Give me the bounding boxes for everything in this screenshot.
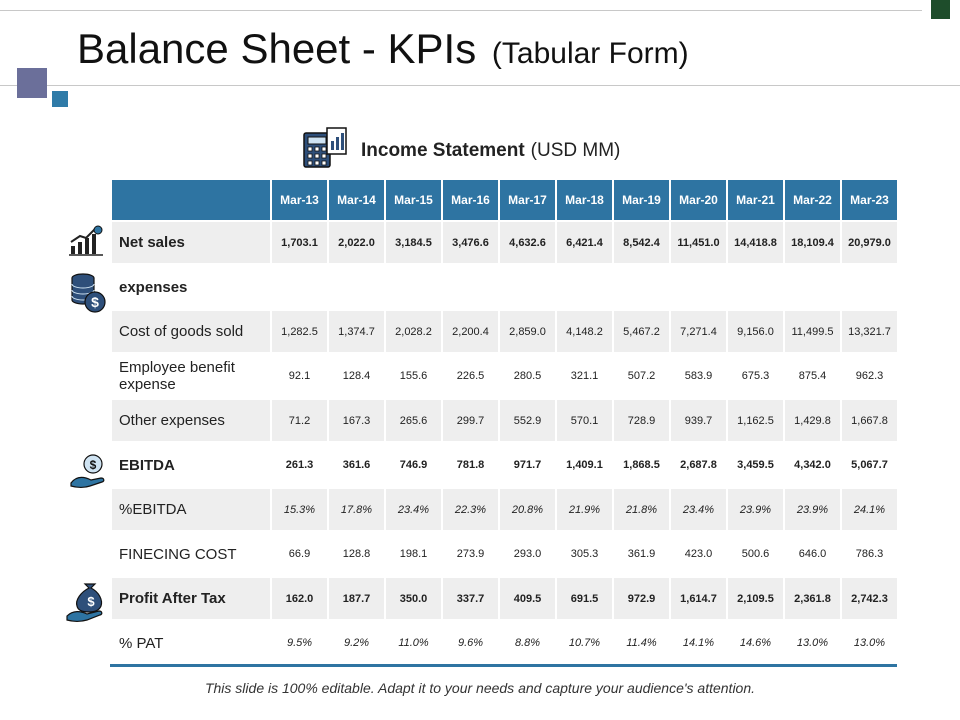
- cell-value: 875.4: [798, 370, 827, 382]
- cell-value: 293.0: [513, 548, 542, 560]
- row-pat-pct: [112, 621, 897, 665]
- hand-dollar-icon: [69, 453, 109, 491]
- row-profit-after-tax: [112, 578, 897, 619]
- cell-value: 2,361.8: [785, 578, 840, 619]
- cell-value: 361.6: [342, 459, 371, 471]
- cell-value: 2,200.4: [443, 311, 498, 352]
- cell-value: 2,687.8: [680, 459, 717, 471]
- row-label: % PAT: [119, 634, 164, 652]
- col-header: Mar-13: [272, 180, 327, 220]
- cell-value: 6,421.4: [557, 222, 612, 263]
- cell-value: 10.7%: [568, 637, 601, 649]
- cell-value: 3,184.5: [386, 222, 441, 263]
- row-label: EBITDA: [119, 456, 175, 474]
- cell-value: 92.1: [288, 370, 311, 382]
- cell-value: 1,614.7: [671, 578, 726, 619]
- cell-value: 3,459.5: [737, 459, 774, 471]
- subheading-unit: (USD MM): [530, 140, 621, 161]
- cell-value: 675.3: [741, 370, 770, 382]
- calculator-icon: [303, 127, 347, 169]
- cell-value: 691.5: [557, 578, 612, 619]
- cell-value: 1,703.1: [272, 222, 327, 263]
- cell-value: 962.3: [855, 370, 884, 382]
- table-subheading: [361, 139, 620, 163]
- title-suffix: (Tabular Form): [491, 37, 689, 70]
- cell-value: 2,109.5: [728, 578, 783, 619]
- cell-value: 409.5: [500, 578, 555, 619]
- cell-value: 22.3%: [443, 489, 498, 530]
- cell-value: 14.6%: [739, 637, 772, 649]
- empty-cells: [272, 265, 897, 309]
- footer-note: This slide is 100% editable. Adapt it to your needs and capture your audience's attention.: [204, 680, 756, 696]
- cell-value: 23.4%: [671, 489, 726, 530]
- row-employee-benefit: [112, 354, 897, 398]
- cell-value: 4,148.2: [557, 311, 612, 352]
- cell-value: 265.6: [386, 400, 441, 441]
- cell-value: 128.8: [342, 548, 371, 560]
- col-header: Mar-21: [728, 180, 783, 220]
- cell-value: 226.5: [456, 370, 485, 382]
- cell-value: 13,321.7: [842, 311, 897, 352]
- cell-value: 423.0: [684, 548, 713, 560]
- cell-value: 13.0%: [796, 637, 829, 649]
- cell-value: 280.5: [513, 370, 542, 382]
- cell-value: 187.7: [329, 578, 384, 619]
- header-corner: [112, 180, 270, 220]
- cell-value: 1,409.1: [566, 459, 603, 471]
- cell-value: 23.9%: [785, 489, 840, 530]
- cell-value: 5,067.7: [851, 459, 888, 471]
- cell-value: 23.4%: [386, 489, 441, 530]
- cell-value: 552.9: [500, 400, 555, 441]
- col-header: Mar-23: [842, 180, 897, 220]
- cell-value: 8.8%: [514, 637, 541, 649]
- cell-value: 337.7: [443, 578, 498, 619]
- row-label: Profit After Tax: [112, 578, 270, 619]
- cell-value: 23.9%: [728, 489, 783, 530]
- cell-value: 17.8%: [329, 489, 384, 530]
- row-label: Other expenses: [112, 400, 270, 441]
- cell-value: 24.1%: [842, 489, 897, 530]
- cell-value: 939.7: [671, 400, 726, 441]
- row-financing-cost: [112, 532, 897, 576]
- cell-value: 128.4: [342, 370, 371, 382]
- top-divider: [0, 10, 922, 11]
- title-main: Balance Sheet - KPIs: [77, 25, 477, 72]
- cell-value: 2,742.3: [842, 578, 897, 619]
- row-label: expenses: [119, 278, 188, 296]
- cell-value: 8,542.4: [614, 222, 669, 263]
- cell-value: 350.0: [386, 578, 441, 619]
- cell-value: 1,282.5: [272, 311, 327, 352]
- cell-value: 20,979.0: [842, 222, 897, 263]
- cell-value: 507.2: [627, 370, 656, 382]
- cell-value: 4,632.6: [500, 222, 555, 263]
- col-header: Mar-14: [329, 180, 384, 220]
- cell-value: 162.0: [272, 578, 327, 619]
- cell-value: 21.9%: [557, 489, 612, 530]
- money-bag-hand-icon: [65, 582, 109, 624]
- cell-value: 2,022.0: [329, 222, 384, 263]
- income-statement-table: [110, 178, 899, 667]
- cell-value: 786.3: [855, 548, 884, 560]
- row-label: Cost of goods sold: [112, 311, 270, 352]
- cell-value: 728.9: [614, 400, 669, 441]
- table-header-row: [112, 180, 897, 220]
- cell-value: 9.5%: [286, 637, 313, 649]
- col-header: Mar-20: [671, 180, 726, 220]
- cell-value: 11.0%: [398, 637, 429, 649]
- cell-value: 273.9: [456, 548, 485, 560]
- cell-value: 4,342.0: [794, 459, 831, 471]
- cell-value: 972.9: [614, 578, 669, 619]
- cell-value: 570.1: [557, 400, 612, 441]
- cell-value: 11,499.5: [785, 311, 840, 352]
- cell-value: 66.9: [288, 548, 311, 560]
- cell-value: 9,156.0: [728, 311, 783, 352]
- cell-value: 9.6%: [457, 637, 484, 649]
- cell-value: 71.2: [272, 400, 327, 441]
- cell-value: 646.0: [798, 548, 827, 560]
- col-header: Mar-16: [443, 180, 498, 220]
- table-bottom-rule: [110, 664, 897, 667]
- subheading-title: Income Statement: [361, 140, 525, 161]
- cell-value: 971.7: [513, 459, 542, 471]
- cell-value: 1,667.8: [842, 400, 897, 441]
- cell-value: 1,429.8: [785, 400, 840, 441]
- col-header: Mar-15: [386, 180, 441, 220]
- cell-value: 2,859.0: [500, 311, 555, 352]
- cell-value: 361.9: [627, 548, 656, 560]
- coin-stack-dollar-icon: [69, 272, 107, 314]
- col-header: Mar-19: [614, 180, 669, 220]
- svg-text:$: $: [89, 458, 97, 472]
- title-divider: [0, 85, 960, 86]
- cell-value: 5,467.2: [614, 311, 669, 352]
- row-ebitda: [112, 443, 897, 487]
- col-header: Mar-17: [500, 180, 555, 220]
- cell-value: 299.7: [443, 400, 498, 441]
- corner-accent: [931, 0, 950, 19]
- deco-square-small: [52, 91, 68, 107]
- cell-value: 18,109.4: [785, 222, 840, 263]
- col-header: Mar-18: [557, 180, 612, 220]
- cell-value: 167.3: [329, 400, 384, 441]
- col-header: Mar-22: [785, 180, 840, 220]
- row-label: FINECING COST: [119, 545, 237, 563]
- cell-value: 11,451.0: [671, 222, 726, 263]
- growth-chart-icon: [68, 222, 104, 258]
- cell-value: 20.8%: [500, 489, 555, 530]
- cell-value: 1,868.5: [623, 459, 660, 471]
- cell-value: 746.9: [399, 459, 428, 471]
- cell-value: 1,374.7: [329, 311, 384, 352]
- slide-title: [77, 24, 689, 79]
- cell-value: 14.1%: [682, 637, 715, 649]
- cell-value: 7,271.4: [671, 311, 726, 352]
- cell-value: 305.3: [570, 548, 599, 560]
- row-expenses: [112, 265, 897, 309]
- cell-value: 1,162.5: [728, 400, 783, 441]
- cell-value: 3,476.6: [443, 222, 498, 263]
- cell-value: 2,028.2: [386, 311, 441, 352]
- cell-value: 15.3%: [272, 489, 327, 530]
- cell-value: 583.9: [684, 370, 713, 382]
- svg-text:$: $: [87, 594, 95, 609]
- cell-value: 500.6: [741, 548, 770, 560]
- cell-value: 13.0%: [853, 637, 886, 649]
- row-label: %EBITDA: [112, 489, 270, 530]
- cell-value: 321.1: [570, 370, 599, 382]
- cell-value: 155.6: [399, 370, 428, 382]
- row-net-sales: [112, 222, 897, 263]
- cell-value: 21.8%: [614, 489, 669, 530]
- row-other-expenses: [112, 400, 897, 441]
- row-cogs: [112, 311, 897, 352]
- row-label: Employee benefit expense: [119, 359, 235, 393]
- row-label: Net sales: [112, 222, 270, 263]
- cell-value: 14,418.8: [728, 222, 783, 263]
- cell-value: 11.4%: [626, 637, 657, 649]
- deco-square-large: [17, 68, 47, 98]
- row-ebitda-pct: [112, 489, 897, 530]
- cell-value: 261.3: [285, 459, 314, 471]
- cell-value: 781.8: [456, 459, 485, 471]
- svg-text:$: $: [91, 294, 99, 310]
- cell-value: 9.2%: [343, 637, 370, 649]
- cell-value: 198.1: [399, 548, 428, 560]
